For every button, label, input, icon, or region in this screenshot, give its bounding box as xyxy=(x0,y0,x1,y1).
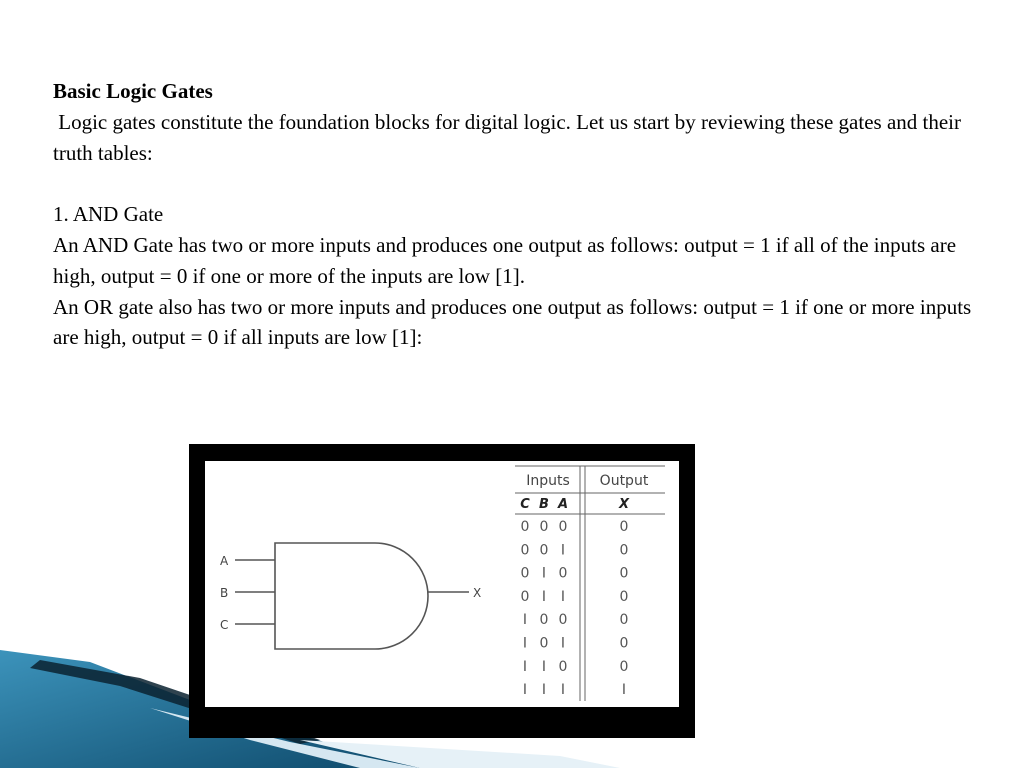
table-cell: 0 xyxy=(558,658,568,675)
spacer xyxy=(53,168,973,199)
table-cell: 0 xyxy=(539,612,549,629)
table-cell: 0 xyxy=(619,612,629,629)
and-gate-heading: 1. AND Gate xyxy=(53,202,164,227)
table-cell: I xyxy=(541,682,547,699)
truth-table-rows xyxy=(521,519,629,698)
table-cell: I xyxy=(560,542,566,559)
table-cell: 0 xyxy=(539,635,549,652)
column-label-a: A xyxy=(557,497,569,512)
table-cell: I xyxy=(541,588,547,605)
figure-canvas xyxy=(205,461,679,707)
table-cell: 0 xyxy=(619,519,629,535)
column-label-b: B xyxy=(539,497,549,512)
slide-body xyxy=(53,76,973,353)
input-label-b: B xyxy=(220,586,229,600)
table-cell: I xyxy=(522,635,528,652)
table-header-output: Output xyxy=(599,473,649,489)
table-cell: 0 xyxy=(520,542,530,559)
output-label-x: X xyxy=(473,586,482,600)
table-cell: 0 xyxy=(539,519,549,535)
table-cell: 0 xyxy=(520,588,530,605)
input-label-a: A xyxy=(220,554,229,568)
table-cell: 0 xyxy=(619,565,629,582)
table-cell: 0 xyxy=(520,519,530,535)
table-cell: 0 xyxy=(558,612,568,629)
table-cell: I xyxy=(560,588,566,605)
table-cell: 0 xyxy=(520,565,530,582)
table-cell: I xyxy=(621,682,627,699)
table-header-inputs: Inputs xyxy=(526,473,570,489)
table-cell: 0 xyxy=(619,588,629,605)
column-label-c: C xyxy=(520,497,530,512)
or-gate-description: An OR gate also has two or more inputs and produces one output as follows: output = 1 if one or more inputs are high, output = 0 if all inputs are low [1]: xyxy=(53,294,972,350)
section-title: Basic Logic Gates xyxy=(53,79,213,103)
table-cell: 0 xyxy=(619,542,629,559)
table-cell: I xyxy=(560,635,566,652)
table-cell: I xyxy=(541,658,547,675)
input-label-c: C xyxy=(220,618,229,632)
column-label-x: X xyxy=(618,497,630,512)
table-cell: I xyxy=(522,612,528,629)
and-gate-diagram xyxy=(205,461,679,707)
table-cell: I xyxy=(541,565,547,582)
table-cell: I xyxy=(522,682,528,699)
table-cell: 0 xyxy=(619,658,629,675)
intro-paragraph: Logic gates constitute the foundation blocks for digital logic. Let us start by reviewing these gates and their truth tables: xyxy=(53,109,967,165)
table-cell: I xyxy=(560,682,566,699)
table-cell: 0 xyxy=(558,565,568,582)
and-gate-body xyxy=(275,543,428,649)
and-gate-description: An AND Gate has two or more inputs and produces one output as follows: output = 1 if all of the inputs are high, output = 0 if one or more of the inputs are low [1]. xyxy=(53,232,957,288)
table-cell: I xyxy=(522,658,528,675)
and-gate-figure xyxy=(189,444,695,738)
table-cell: 0 xyxy=(558,519,568,535)
table-cell: 0 xyxy=(619,635,629,652)
table-cell: 0 xyxy=(539,542,549,559)
